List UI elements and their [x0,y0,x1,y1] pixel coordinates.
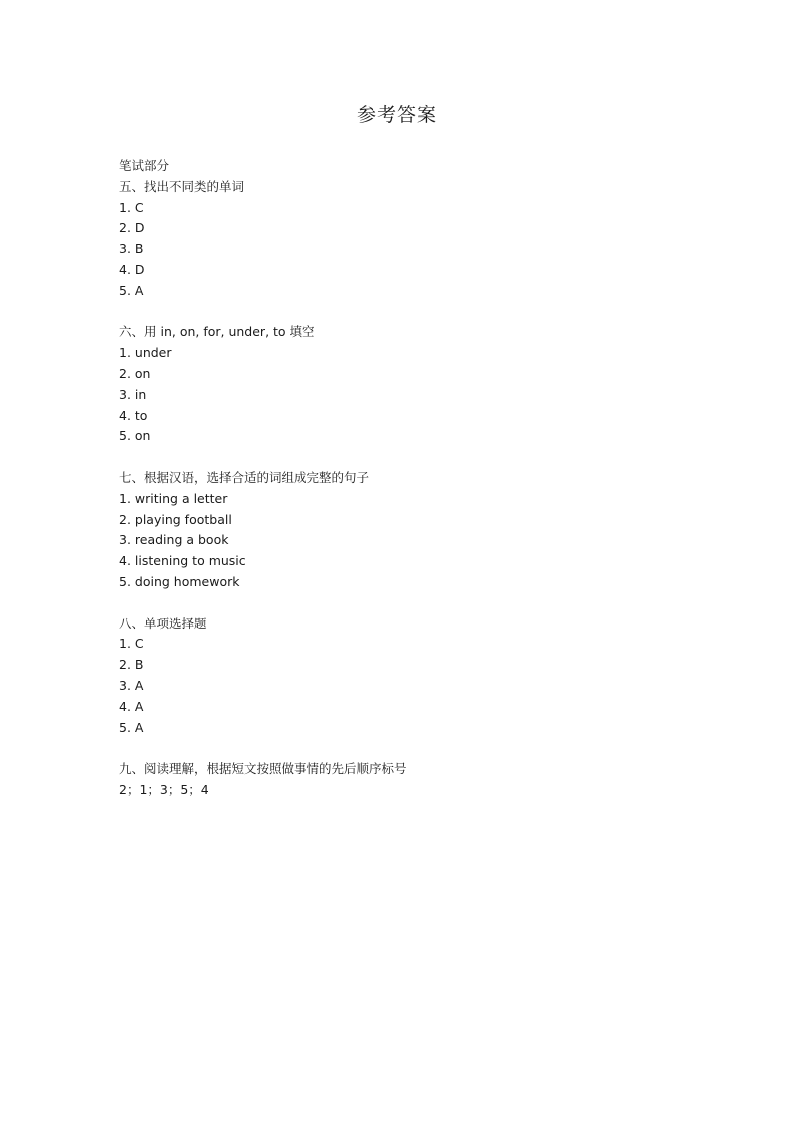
answer-item: 4. D [119,261,145,277]
answer-item: 1. under [119,345,172,361]
section-label: 笔试部分 [119,158,170,173]
section-7 [119,468,679,593]
answer-content [119,156,679,801]
answer-item: 4. listening to music [119,553,246,569]
answer-item: 2. on [119,365,151,381]
answer-item: 3. reading a book [119,532,229,548]
answer-item: 2. D [119,220,145,236]
section-heading: 五、找出不同类的单词 [119,178,245,194]
answer-item: 3. B [119,241,144,257]
section-heading: 八、单项选择题 [119,615,207,631]
spacer [119,447,679,468]
section-heading: 九、阅读理解，根据短文按照做事情的先后顺序标号 [119,761,407,777]
section-heading: 七、根据汉语，选择合适的词组成完整的句子 [119,469,370,485]
answer-item: 5. doing homework [119,573,240,589]
spacer [119,302,679,323]
answer-item: 2. B [119,657,144,673]
answer-item: 5. A [119,719,144,735]
answer-item: 1. writing a letter [119,490,228,506]
answer-item: 1. C [119,636,144,652]
spacer [119,593,679,614]
section-9 [119,759,679,801]
answer-item: 5. on [119,428,151,444]
answer-item: 3. A [119,677,144,693]
answer-item: 2；1；3；5；4 [119,781,209,797]
section-5 [119,177,679,302]
answer-item: 4. to [119,407,148,423]
section-8 [119,614,679,739]
answer-item: 2. playing football [119,511,232,527]
answer-item: 3. in [119,386,147,402]
spacer [119,738,679,759]
page-title: 参考答案 [356,104,437,126]
answer-item: 5. A [119,282,144,298]
answer-item: 4. A [119,698,144,714]
section-heading: 六、用 in, on, for, under, to 填空 [119,324,315,340]
answer-item: 1. C [119,199,144,215]
section-6 [119,322,679,447]
